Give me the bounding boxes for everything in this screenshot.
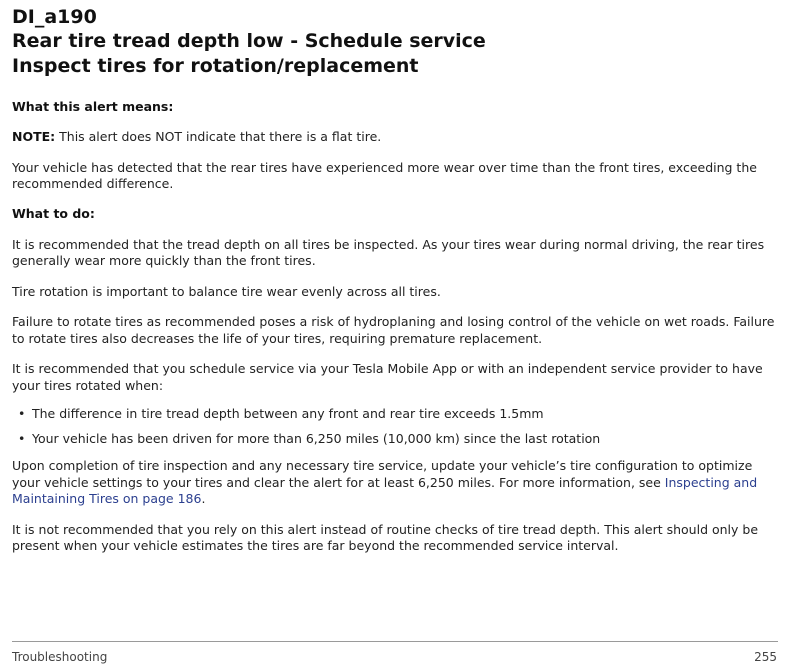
section-heading-todo: What to do:	[12, 205, 95, 221]
tires-page-link[interactable]: Inspecting and Maintaining Tires on page 186	[12, 474, 758, 506]
list-item	[12, 406, 778, 422]
bullet-icon: •	[18, 406, 26, 421]
note-label: NOTE:	[12, 129, 56, 144]
bullet-icon: •	[18, 431, 26, 446]
manual-page	[12, 6, 778, 555]
footer-page-number: 255	[754, 650, 777, 664]
todo-paragraph-schedule: It is recommended that you schedule service via your Tesla Mobile App or with an independent service provider to have your tires rotated when:	[12, 361, 763, 393]
todo-paragraph-failure: Failure to rotate tires as recommended poses a risk of hydroplaning and losing control of the vehicle on wet roads. Failure to rotate tires also decreases the life of your tires, requiring premature replacement.	[12, 314, 775, 346]
completion-text: Upon completion of tire inspection and any necessary tire service, update your vehicle’s tire configuration to optimize your vehicle settings to your tires and clear the alert for at least 6,250 miles. For more information, see	[12, 458, 753, 490]
note-text: This alert does NOT indicate that there is a flat tire.	[55, 129, 382, 144]
list-item-text: The difference in tire tread depth between any front and rear tire exceeds 1.5mm	[32, 406, 544, 421]
note-paragraph	[12, 129, 778, 146]
list-item	[12, 431, 778, 447]
rotation-conditions-list	[12, 406, 778, 447]
final-paragraph: It is not recommended that you rely on this alert instead of routine checks of tire tread depth. This alert should only be present when your vehicle estimates the tires are far beyond the recommended service interval.	[12, 521, 759, 553]
meaning-paragraph: Your vehicle has detected that the rear tires have experienced more wear over time than the front tires, exceeding the recommended difference.	[12, 159, 757, 191]
completion-paragraph	[12, 458, 778, 508]
section-heading-meaning: What this alert means:	[12, 99, 174, 114]
todo-paragraph-inspect: It is recommended that the tread depth on all tires be inspected. As your tires wear during normal driving, the rear tires generally wear more quickly than the front tires.	[12, 236, 765, 268]
footer-divider	[12, 641, 778, 642]
completion-end: .	[201, 491, 206, 506]
footer-section-name: Troubleshooting	[12, 650, 108, 664]
todo-paragraph-rotation: Tire rotation is important to balance tire wear evenly across all tires.	[12, 283, 441, 299]
alert-subtitle: Inspect tires for rotation/replacement	[12, 55, 419, 77]
list-item-text: Your vehicle has been driven for more than 6,250 miles (10,000 km) since the last rotation	[32, 431, 601, 446]
alert-code: DI_a190	[12, 6, 97, 28]
alert-title: Rear tire tread depth low - Schedule service	[12, 30, 486, 52]
